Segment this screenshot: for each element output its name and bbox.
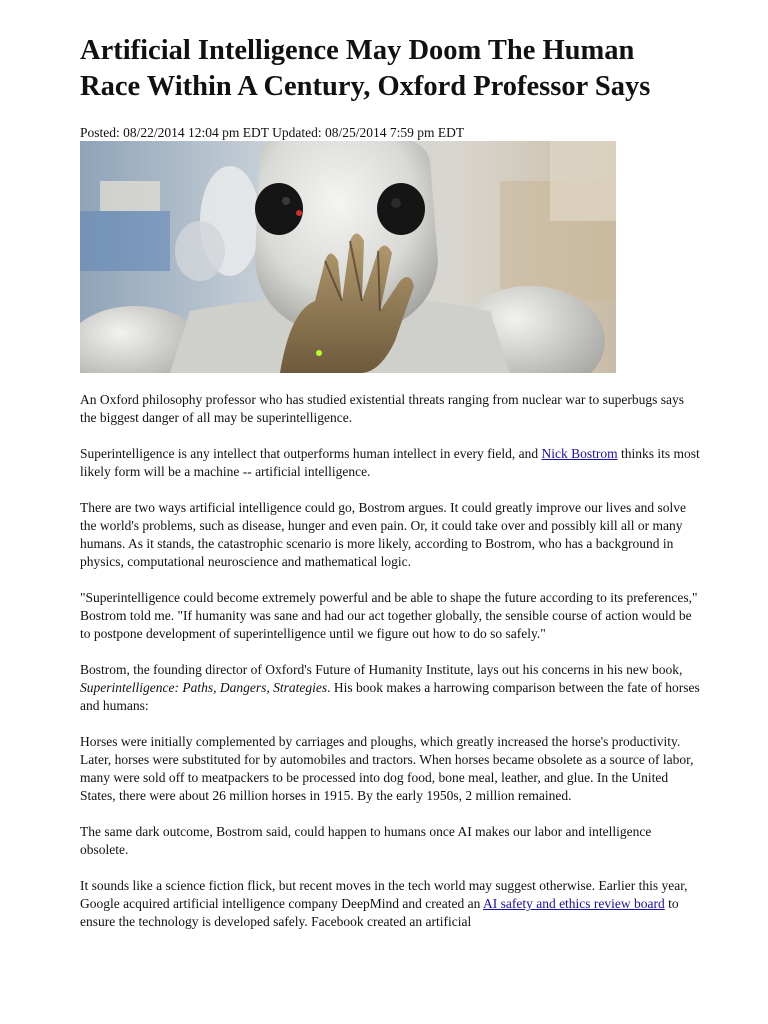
article-body <box>80 391 700 949</box>
paragraph: "Superintelligence could become extremely powerful and be able to shape the future according to its preferences," Bostrom told me. "If humanity was sane and had our act together globally, the sensible course of action would be to postpone development of superintelligence until we figure out how to do so safely." <box>80 590 698 641</box>
robot-photo <box>80 141 616 373</box>
paragraph <box>80 877 700 931</box>
paragraph-text: to ensure the technology is developed safely. Facebook created an artificial <box>80 896 679 929</box>
paragraph: Horses were initially complemented by carriages and ploughs, which greatly increased the horse's productivity. Later, horses were substituted for by automobiles and tractors. When horses became obsolete as a source of labor, many were sold off to meatpackers to be processed into dog food, bone meal, leather, and glue. In the United States, there were about 26 million horses in 1915. By the early 1950s, 2 million remained. <box>80 734 694 803</box>
paragraph: An Oxford philosophy professor who has studied existential threats ranging from nuclear war to superbugs says the biggest danger of all may be superintelligence. <box>80 392 684 425</box>
paragraph: The same dark outcome, Bostrom said, could happen to humans once AI makes our labor and intelligence obsolete. <box>80 824 652 857</box>
paragraph-text: . His book makes a harrowing comparison between the fate of horses and humans: <box>80 680 700 713</box>
paragraph-text: It sounds like a science fiction flick, but recent moves in the tech world may suggest otherwise. Earlier this year, Google acquired artificial intelligence company DeepMind and created an <box>80 878 688 911</box>
book-title: Superintelligence: Paths, Dangers, Strategies <box>80 680 328 695</box>
paragraph-text: thinks its most likely form will be a machine -- artificial intelligence. <box>80 446 700 479</box>
article-title: Artificial Intelligence May Doom The Human Race Within A Century, Oxford Professor Says <box>80 35 651 102</box>
paragraph: There are two ways artificial intelligence could go, Bostrom argues. It could greatly improve our lives and solve the world's problems, such as disease, hunger and even pain. Or, it could take over and possibly kill all or many humans. As it stands, the catastrophic scenario is more likely, according to Bostrom, who has a background in physics, computational neuroscience and mathematical logic. <box>80 500 686 569</box>
paragraph <box>80 445 700 481</box>
nick-bostrom-link[interactable]: Nick Bostrom <box>541 446 618 461</box>
paragraph <box>80 661 700 715</box>
paragraph-text: Bostrom, the founding director of Oxford's Future of Humanity Institute, lays out his concerns in his new book, <box>80 662 683 677</box>
post-meta: Posted: 08/22/2014 12:04 pm EDT Updated: 08/25/2014 7:59 pm EDT <box>80 125 465 140</box>
paragraph-text: Superintelligence is any intellect that outperforms human intellect in every field, and <box>80 446 542 461</box>
ai-safety-board-link[interactable]: AI safety and ethics review board <box>482 896 665 911</box>
